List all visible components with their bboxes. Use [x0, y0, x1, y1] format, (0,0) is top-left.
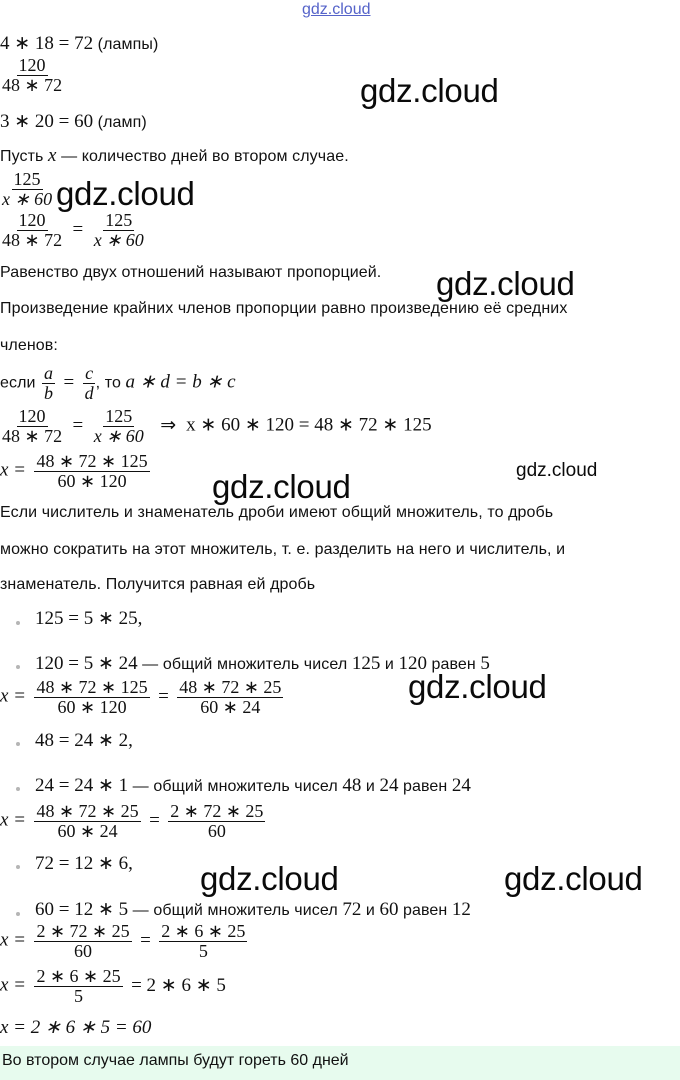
x-equation	[0, 922, 247, 970]
equation: 120 = 5 ∗ 24	[35, 653, 138, 674]
bullet-dot	[16, 912, 20, 916]
watermark: gdz.cloud	[360, 72, 499, 109]
fraction-denominator: x ∗ 60	[2, 189, 53, 209]
text-line: знаменатель. Получится равная ей дробь	[0, 576, 316, 593]
proportion-equation	[0, 211, 146, 257]
list-item: 125 = 5 ∗ 25,	[35, 608, 143, 629]
text-fragment: , то	[95, 374, 121, 392]
text-fragment: и	[361, 778, 380, 795]
number: 48	[342, 775, 362, 796]
equation: = 2 ∗ 6 ∗ 5	[131, 974, 226, 996]
fraction-numerator: a	[44, 363, 54, 383]
watermark: gdz.cloud	[56, 175, 195, 212]
text-fragment: — общий множитель чисел	[128, 902, 343, 919]
fraction-numerator: 48 ∗ 72 ∗ 125	[36, 678, 148, 697]
proportion-rule	[0, 364, 236, 403]
x-equation	[0, 452, 150, 496]
fraction-denominator: 48 ∗ 72	[2, 230, 63, 250]
text-line: Равенство двух отношений называют пропорцией.	[0, 264, 382, 281]
fraction-denominator: 48 ∗ 72	[2, 75, 63, 95]
equals-sign: =	[149, 809, 160, 831]
fraction-numerator: 120	[18, 407, 46, 426]
variable: x	[48, 145, 57, 166]
watermark: gdz.cloud	[436, 265, 575, 302]
equation: 60 = 12 ∗ 5	[35, 899, 129, 920]
x-equals: x =	[0, 809, 27, 831]
number: 120	[398, 653, 427, 674]
fraction-denominator: 48 ∗ 72	[2, 426, 63, 446]
bullet-dot	[16, 865, 20, 869]
x-equation	[0, 967, 226, 1006]
bullet-dot	[16, 621, 20, 625]
fraction-denominator: x ∗ 60	[93, 426, 144, 446]
x-equation	[0, 678, 283, 724]
x-equals: x =	[0, 685, 27, 707]
equals-sign: =	[140, 929, 151, 951]
watermark: gdz.cloud	[504, 860, 643, 897]
number: 60	[379, 899, 399, 920]
text-fragment: — количество дней во втором случае.	[56, 148, 349, 165]
x-equation	[0, 802, 265, 848]
fraction-denominator: 60 ∗ 120	[57, 471, 127, 491]
number: 12	[451, 899, 471, 920]
fraction-numerator: 2 ∗ 72 ∗ 25	[36, 922, 130, 941]
equation-line	[0, 110, 147, 133]
text-fragment: — общий множитель чисел	[128, 778, 343, 795]
fraction-125-over-x60	[0, 170, 54, 212]
unit-label: (лампы)	[93, 36, 159, 53]
watermark: gdz.cloud	[212, 468, 351, 505]
fraction-numerator: 48 ∗ 72 ∗ 25	[179, 678, 282, 697]
list-item	[35, 774, 471, 797]
bullet-dot	[16, 665, 20, 669]
equals-sign: =	[72, 414, 84, 436]
number: 72	[342, 899, 362, 920]
equals-sign: =	[158, 685, 169, 707]
text-line	[0, 146, 349, 167]
list-item: 48 = 24 ∗ 2,	[35, 730, 133, 751]
text-line: Произведение крайних членов пропорции равно произведению её средних	[0, 300, 568, 317]
watermark: gdz.cloud	[408, 668, 547, 705]
fraction-numerator: 2 ∗ 6 ∗ 25	[161, 922, 246, 941]
equals-sign: =	[63, 371, 75, 393]
list-item	[35, 898, 471, 921]
fraction-denominator: x ∗ 60	[93, 230, 144, 250]
text-fragment: равен	[398, 778, 452, 795]
fraction-numerator: 48 ∗ 72 ∗ 125	[36, 452, 148, 471]
text-fragment: равен	[398, 902, 452, 919]
text-fragment: — общий множитель чисел	[137, 656, 352, 673]
fraction-numerator: c	[85, 363, 94, 383]
number: 24	[451, 775, 471, 796]
unit-label: (ламп)	[93, 114, 147, 131]
fraction-denominator: b	[44, 383, 54, 403]
fraction-numerator: 120	[18, 211, 46, 230]
fraction-denominator: d	[84, 383, 94, 403]
text-fragment: равен	[426, 656, 481, 673]
equation: 24 = 24 ∗ 1	[35, 775, 129, 796]
list-item: 72 = 12 ∗ 6,	[35, 853, 133, 874]
watermark: gdz.cloud	[200, 860, 339, 897]
fraction-numerator: 125	[105, 407, 133, 426]
fraction-denominator: 60 ∗ 120	[57, 697, 127, 717]
x-equals: x =	[0, 459, 27, 481]
text-line: Если числитель и знаменатель дроби имеют общий множитель, то дробь	[0, 504, 554, 521]
text-fragment: и	[361, 902, 380, 919]
fraction-denominator: 5	[198, 941, 208, 961]
fraction-numerator: 2 ∗ 72 ∗ 25	[170, 802, 264, 821]
watermark-small: gdz.cloud	[516, 460, 598, 481]
bullet-dot	[16, 742, 20, 746]
equation: a ∗ d = b ∗ c	[125, 371, 236, 393]
fraction-numerator: 48 ∗ 72 ∗ 25	[36, 802, 139, 821]
x-equals: x =	[0, 974, 27, 996]
x-equals: x =	[0, 929, 27, 951]
number: 125	[351, 653, 381, 674]
equation: 4 ∗ 18 = 72	[0, 33, 94, 54]
equation-line	[0, 32, 158, 55]
fraction-numerator: 2 ∗ 6 ∗ 25	[36, 966, 121, 986]
fraction-denominator: 5	[74, 986, 84, 1006]
equals-sign: =	[72, 218, 84, 240]
fraction-numerator: 125	[13, 170, 41, 189]
equation: 3 ∗ 20 = 60	[0, 111, 94, 132]
text-line: членов:	[0, 337, 58, 354]
fraction-numerator: 120	[18, 56, 46, 75]
proportion-equation	[0, 407, 432, 455]
number: 5	[480, 653, 490, 674]
answer-text: Во втором случае лампы будут гореть 60 дней	[2, 1052, 349, 1069]
text-fragment: и	[380, 656, 399, 673]
fraction-denominator: 60 ∗ 24	[57, 821, 118, 841]
bullet-dot	[16, 787, 20, 791]
answer-box	[0, 1046, 680, 1080]
fraction-denominator: 60	[74, 941, 93, 961]
text-line: можно сократить на этот множитель, т. е. разделить на него и числитель, и	[0, 541, 566, 558]
fraction-numerator: 125	[105, 211, 133, 230]
equation: x ∗ 60 ∗ 120 = 48 ∗ 72 ∗ 125	[186, 414, 432, 436]
top-watermark-link[interactable]: gdz.cloud	[302, 1, 371, 18]
text-fragment: если	[0, 374, 36, 392]
fraction-denominator: 60	[207, 821, 226, 841]
final-equation: x = 2 ∗ 6 ∗ 5 = 60	[0, 1017, 152, 1038]
text-fragment: Пусть	[0, 148, 49, 165]
number: 24	[379, 775, 399, 796]
fraction-120-over-48x72	[0, 56, 64, 102]
implies-arrow: ⇒	[160, 414, 177, 436]
fraction-denominator: 60 ∗ 24	[200, 697, 261, 717]
